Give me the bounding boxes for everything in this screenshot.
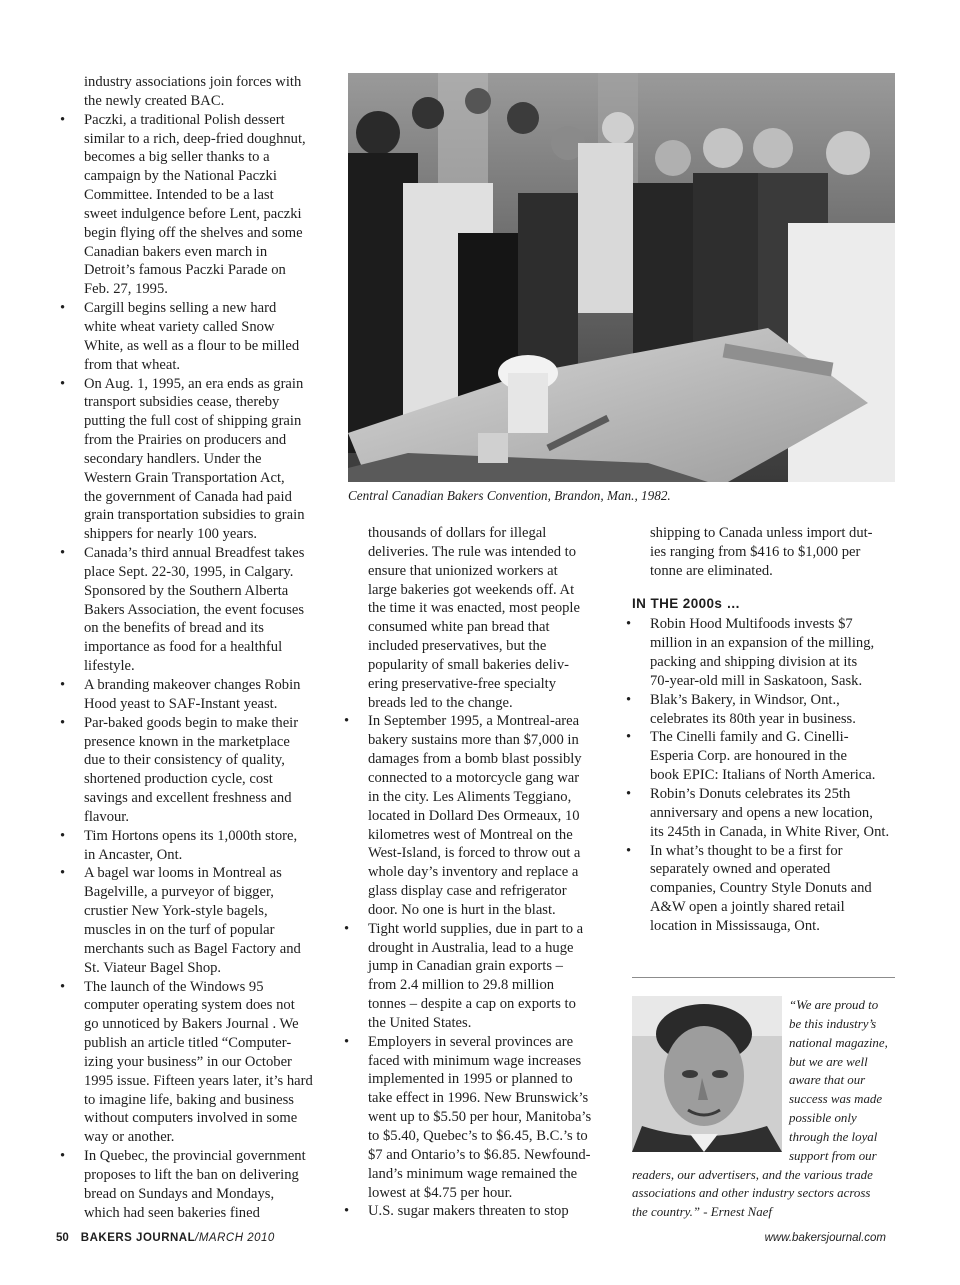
bullet-item-montreal-bomb: • In September 1995, a Montreal-area bakery sustains more than $7,000 in damages from a bomb blast possibly connected to a motorcycle gang war in the city. Les Aliments Teggiano, located in Dollard Des Ormeaux, 10 kilometres west of Montreal on the West-Island, is forced to throw out a whole day’s inventory and replace a glass display case and refrigerator door. No one is hurt in the blast. [344,713,582,918]
divider-rule [632,977,895,978]
bullet-point: • [60,978,66,995]
bullet-item-windows-95: • The launch of the Windows 95 computer operating system does not go unnoticed by Bakers Journal . We publish an article titled “Computer- izing your business” in our October 1995 issue. Fifteen years later, it’s hard to imagine life, baking and business without computers involved in some way or another. [60,978,313,1146]
bullet-point: • [60,545,66,562]
bullet-item-robins-donuts: • Robin’s Donuts celebrates its 25th anniversary and opens a new location, its 245th in Canada, in White River, Ont. [626,785,890,840]
issue-date: /MARCH 2010 [195,1232,275,1244]
page-footer-left [56,1232,275,1244]
bullet-point: • [626,729,632,746]
intro-paragraph: thousands of dollars for illegal deliveries. The rule was intended to ensure that unionized workers at large bakeries got weekends off. At the time it was enacted, most people consumed white pan bread that included preservatives, but the popularity of small bakeries deliv- ering preservative-free specialty breads led to the change. [368,525,580,711]
bullet-item-sugar-makers: • U.S. sugar makers threaten to stop [344,1203,569,1220]
bullet-point: • [344,920,350,937]
bullet-point: • [60,677,66,693]
bullet-item-robin-hood: • Robin Hood Multifoods invests $7 million in an expansion of the milling, packing and shipping division at its 70-year-old mill in Saskatoon, Sask. [626,616,875,689]
article-column-3 [622,524,898,936]
intro-paragraph: shipping to Canada unless import dut- ies ranging from $416 to $1,000 per tonne are eliminated. [650,525,873,579]
bullet-item-country-style: • In what’s thought to be a first for separately owned and operated companies, Country Style Donuts and A&W open a jointly shared retail location in Mississauga, Ont. [626,842,872,934]
bullet-item-blaks-bakery: • Blak’s Bakery, in Windsor, Ont., celebrates its 80th year in business. [626,691,856,727]
bullet-point: • [60,111,66,128]
bullet-item-cinelli: • The Cinelli family and G. Cinelli- Esperia Corp. are honoured in the book EPIC: Italians of North America. [626,729,876,784]
bullet-item-minimum-wage: • Employers in several provinces are faced with minimum wage increases implemented in 1995 or planned to take effect in 1996. New Brunswick’s went up to $5.50 per hour, Manitoba’s to $5.40, Quebec’s to $6.45, B.C.’s to $7 and Ontario’s to $6.85. Newfound- land’s minimum wage remained the lowest at $4.75 per hour. [344,1033,592,1201]
intro-paragraph: industry associations join forces with the newly created BAC. [84,74,302,109]
bullet-item-grain-subsidies: • On Aug. 1, 1995, an era ends as grain transport subsidies cease, thereby putting the full cost of shipping grain from the Prairies on producers and secondary handlers. Under the Western Grain Transportation Act, the government of Canada had paid grain transportation subsidies to grain shippers for nearly 100 years. [60,375,305,543]
article-column-1 [56,73,332,1222]
website-url[interactable]: www.bakersjournal.com [764,1232,886,1244]
bullet-point: • [60,300,66,317]
bullet-item-branding: • A branding makeover changes Robin Hood yeast to SAF-Instant yeast. [60,677,301,712]
magazine-name: BAKERS JOURNAL [80,1232,196,1244]
bullet-point: • [60,865,66,882]
bullet-item-quebec-ban: • In Quebec, the provincial government proposes to lift the ban on delivering bread on Sundays and Mondays, which had seen bakeries fined [60,1148,306,1221]
article-column-2 [340,524,602,1221]
page-number: 50 [56,1232,69,1244]
bullet-point: • [60,714,66,731]
bullet-point: • [344,1033,350,1050]
bullet-point: • [344,1203,350,1220]
bullet-point: • [60,827,66,844]
bullet-item-cargill: • Cargill begins selling a new hard white wheat variety called Snow White, as well as a flour to be milled from that wheat. [60,300,300,373]
bullet-point: • [60,1148,66,1165]
section-heading: IN THE 2000s … [632,595,741,611]
quote-side-text: “We are proud to be this industry’s national magazine, but we are well aware that our success was made possible only through the loyal support from our [789,998,888,1163]
bullet-point: • [626,842,632,859]
quote-full-text: readers, our advertisers, and the various trade associations and other industry sectors across the country.” - Ernest Naef [632,1167,873,1220]
bullet-point: • [626,691,632,708]
bullet-item-paczki: • Paczki, a traditional Polish dessert similar to a rich, deep-fried doughnut, becomes a big seller thanks to a campaign by the National Paczki Committee. Intended to be a last sweet indulgence before Lent, paczki begin flying off the shelves and some Canadian bakers even march in Detroit’s famous Paczki Parade on Feb. 27, 1995. [60,111,306,298]
bullet-point: • [344,713,350,730]
convention-photo [348,73,895,482]
bullet-item-par-baked: • Par-baked goods begin to make their presence known in the marketplace due to their consistency of quality, shortened production cycle, cost savings and excellent freshness and flavour. [60,714,299,825]
photo-caption: Central Canadian Bakers Convention, Brandon, Man., 1982. [348,488,671,503]
bullet-item-breadfest: • Canada’s third annual Breadfest takes place Sept. 22-30, 1995, in Calgary. Sponsored by the Southern Alberta Bakers Association, the event focuses on the benefits of bread and its importance as food for a healthful lifestyle. [60,545,305,675]
bullet-point: • [626,785,632,802]
bullet-item-grain-exports: • Tight world supplies, due in part to a drought in Australia, lead to a huge jump in Canadian grain exports – from 2.4 million to 29.8 million tonnes – despite a cap on exports to the United States. [344,920,584,1031]
bullet-point: • [60,375,66,392]
naef-quote [632,996,898,1222]
bullet-point: • [626,616,632,633]
bullet-item-bagel-war: • A bagel war looms in Montreal as Bagelville, a purveyor of bigger, crustier New York-style bagels, muscles in on the turf of popular merchants such as Bagel Factory and St. Viateur Bagel Shop. [60,865,301,976]
bullet-item-tim-hortons: • Tim Hortons opens its 1,000th store, in Ancaster, Ont. [60,827,298,863]
